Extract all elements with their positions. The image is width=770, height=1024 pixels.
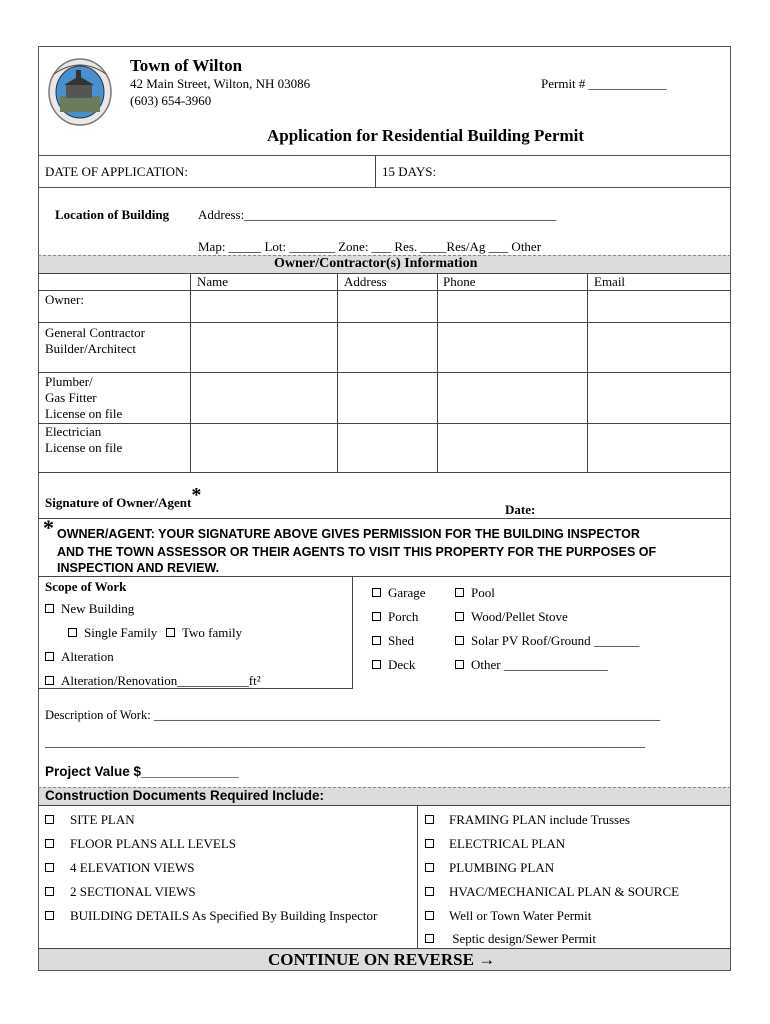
- checkbox-icon: [68, 628, 77, 637]
- checkbox-icon: [45, 887, 54, 896]
- signature-label: Signature of Owner/Agent: [45, 495, 192, 510]
- electrician-row-label: Electrician License on file: [45, 424, 123, 455]
- continue-label: CONTINUE ON REVERSE: [268, 950, 474, 969]
- arrow-right-icon: →: [478, 950, 496, 969]
- other-label: Other ________________: [471, 657, 608, 672]
- doc-site-plan[interactable]: [45, 812, 135, 828]
- checkbox-icon: [372, 660, 381, 669]
- permit-number[interactable]: [541, 76, 667, 92]
- owner-row-label: Owner:: [45, 292, 84, 307]
- other-checkbox[interactable]: [455, 657, 608, 673]
- shed-label: Shed: [388, 633, 414, 648]
- checkbox-icon: [425, 815, 434, 824]
- checkbox-icon: [45, 676, 54, 685]
- checkbox-icon: [166, 628, 175, 637]
- alteration-renovation-checkbox[interactable]: [45, 673, 261, 689]
- notice-line-3: INSPECTION AND REVIEW.: [57, 561, 220, 575]
- doc-label: SITE PLAN: [70, 812, 135, 827]
- solar-label: Solar PV Roof/Ground _______: [471, 633, 640, 648]
- two-family-label: Two family: [182, 625, 243, 640]
- doc-floor-plans[interactable]: [45, 836, 236, 852]
- project-value-field[interactable]: Project Value $_____________: [45, 764, 239, 779]
- doc-label: 2 SECTIONAL VIEWS: [70, 884, 196, 899]
- alteration-label: Alteration: [61, 649, 114, 664]
- wood-stove-label: Wood/Pellet Stove: [471, 609, 568, 624]
- doc-water-permit[interactable]: [425, 908, 591, 924]
- map-lot-zone-field[interactable]: Map: _____ Lot: _______ Zone: ___ Res. ____Res/Ag ___ Other: [198, 239, 542, 254]
- description-line-2[interactable]: ________________________________________________________________________________________________: [45, 735, 645, 749]
- checkbox-icon: [45, 652, 54, 661]
- checkbox-icon: [425, 863, 434, 872]
- checkbox-icon: [372, 612, 381, 621]
- notice-asterisk: *: [43, 515, 54, 540]
- town-seal-icon: [46, 54, 114, 128]
- description-field[interactable]: Description of Work: _________________________________________________________________________________: [45, 708, 661, 722]
- single-family-label: Single Family: [84, 625, 158, 640]
- plumber-row-label: Plumber/ Gas Fitter License on file: [45, 374, 123, 421]
- doc-sectional-views[interactable]: [45, 884, 196, 900]
- doc-label: FLOOR PLANS ALL LEVELS: [70, 836, 236, 851]
- date-of-application-field[interactable]: DATE OF APPLICATION:: [45, 164, 189, 179]
- checkbox-icon: [455, 636, 464, 645]
- town-address: 42 Main Street, Wilton, NH 03086: [130, 76, 311, 91]
- location-label: Location of Building: [55, 207, 170, 222]
- garage-checkbox[interactable]: [372, 585, 426, 601]
- checkbox-icon: [45, 815, 54, 824]
- permit-label: Permit #: [541, 76, 586, 91]
- permit-blank: ____________: [588, 76, 667, 91]
- checkbox-icon: [425, 839, 434, 848]
- form-title: Application for Residential Building Permit: [267, 126, 585, 145]
- doc-label: BUILDING DETAILS As Specified By Building Inspector: [70, 908, 378, 923]
- signature-asterisk: *: [191, 484, 202, 506]
- column-name: Name: [197, 274, 229, 289]
- doc-label: HVAC/MECHANICAL PLAN & SOURCE: [449, 884, 680, 899]
- checkbox-icon: [425, 934, 434, 943]
- doc-label: PLUMBING PLAN: [449, 860, 555, 875]
- checkbox-icon: [425, 911, 434, 920]
- contractor-row-label: General Contractor Builder/Architect: [45, 325, 145, 356]
- alteration-checkbox[interactable]: [45, 649, 114, 665]
- two-family-checkbox[interactable]: [166, 625, 242, 641]
- owner-section-title: Owner/Contractor(s) Information: [274, 256, 478, 271]
- new-building-label: New Building: [61, 601, 135, 616]
- alteration-renovation-label: Alteration/Renovation___________ft²: [61, 673, 261, 688]
- deck-checkbox[interactable]: [372, 657, 415, 673]
- checkbox-icon: [45, 604, 54, 613]
- pool-checkbox[interactable]: [455, 585, 495, 601]
- doc-label: FRAMING PLAN include Trusses: [449, 812, 630, 827]
- column-email: Email: [594, 274, 626, 289]
- notice-line-1: OWNER/AGENT: YOUR SIGNATURE ABOVE GIVES PERMISSION FOR THE BUILDING INSPECTOR: [57, 527, 640, 541]
- documents-title: Construction Documents Required Include:: [45, 788, 325, 803]
- shed-checkbox[interactable]: [372, 633, 414, 649]
- checkbox-icon: [372, 636, 381, 645]
- checkbox-icon: [455, 588, 464, 597]
- porch-checkbox[interactable]: [372, 609, 418, 625]
- single-family-checkbox[interactable]: [68, 625, 157, 641]
- wood-stove-checkbox[interactable]: [455, 609, 568, 625]
- checkbox-icon: [45, 911, 54, 920]
- checkbox-icon: [45, 839, 54, 848]
- doc-framing-plan[interactable]: [425, 812, 630, 828]
- town-phone: (603) 654-3960: [130, 93, 212, 108]
- checkbox-icon: [425, 887, 434, 896]
- signature-field[interactable]: [45, 484, 201, 511]
- fifteen-days-field[interactable]: 15 DAYS:: [382, 164, 437, 179]
- continue-on-reverse: [268, 950, 495, 970]
- doc-hvac-plan[interactable]: [425, 884, 679, 900]
- doc-septic-permit[interactable]: [425, 931, 596, 947]
- doc-elevation-views[interactable]: [45, 860, 194, 876]
- notice-line-2: AND THE TOWN ASSESSOR OR THEIR AGENTS TO VISIT THIS PROPERTY FOR THE PURPOSES OF: [57, 545, 657, 559]
- pool-label: Pool: [471, 585, 495, 600]
- doc-plumbing-plan[interactable]: [425, 860, 554, 876]
- scope-title: Scope of Work: [45, 579, 127, 594]
- signature-date-field[interactable]: Date:: [505, 502, 536, 517]
- checkbox-icon: [455, 660, 464, 669]
- checkbox-icon: [372, 588, 381, 597]
- doc-building-details[interactable]: [45, 908, 377, 924]
- column-phone: Phone: [443, 274, 476, 289]
- doc-electrical-plan[interactable]: [425, 836, 565, 852]
- checkbox-icon: [455, 612, 464, 621]
- doc-label: 4 ELEVATION VIEWS: [70, 860, 195, 875]
- doc-label: Well or Town Water Permit: [449, 908, 592, 923]
- column-address: Address: [344, 274, 387, 289]
- garage-label: Garage: [388, 585, 426, 600]
- address-field[interactable]: Address:________________________________________________: [198, 207, 557, 222]
- checkbox-icon: [45, 863, 54, 872]
- porch-label: Porch: [388, 609, 419, 624]
- new-building-checkbox[interactable]: [45, 601, 134, 617]
- solar-checkbox[interactable]: [455, 633, 639, 649]
- deck-label: Deck: [388, 657, 416, 672]
- doc-label: ELECTRICAL PLAN: [449, 836, 566, 851]
- doc-label: Septic design/Sewer Permit: [449, 931, 596, 946]
- town-name: Town of Wilton: [130, 56, 243, 75]
